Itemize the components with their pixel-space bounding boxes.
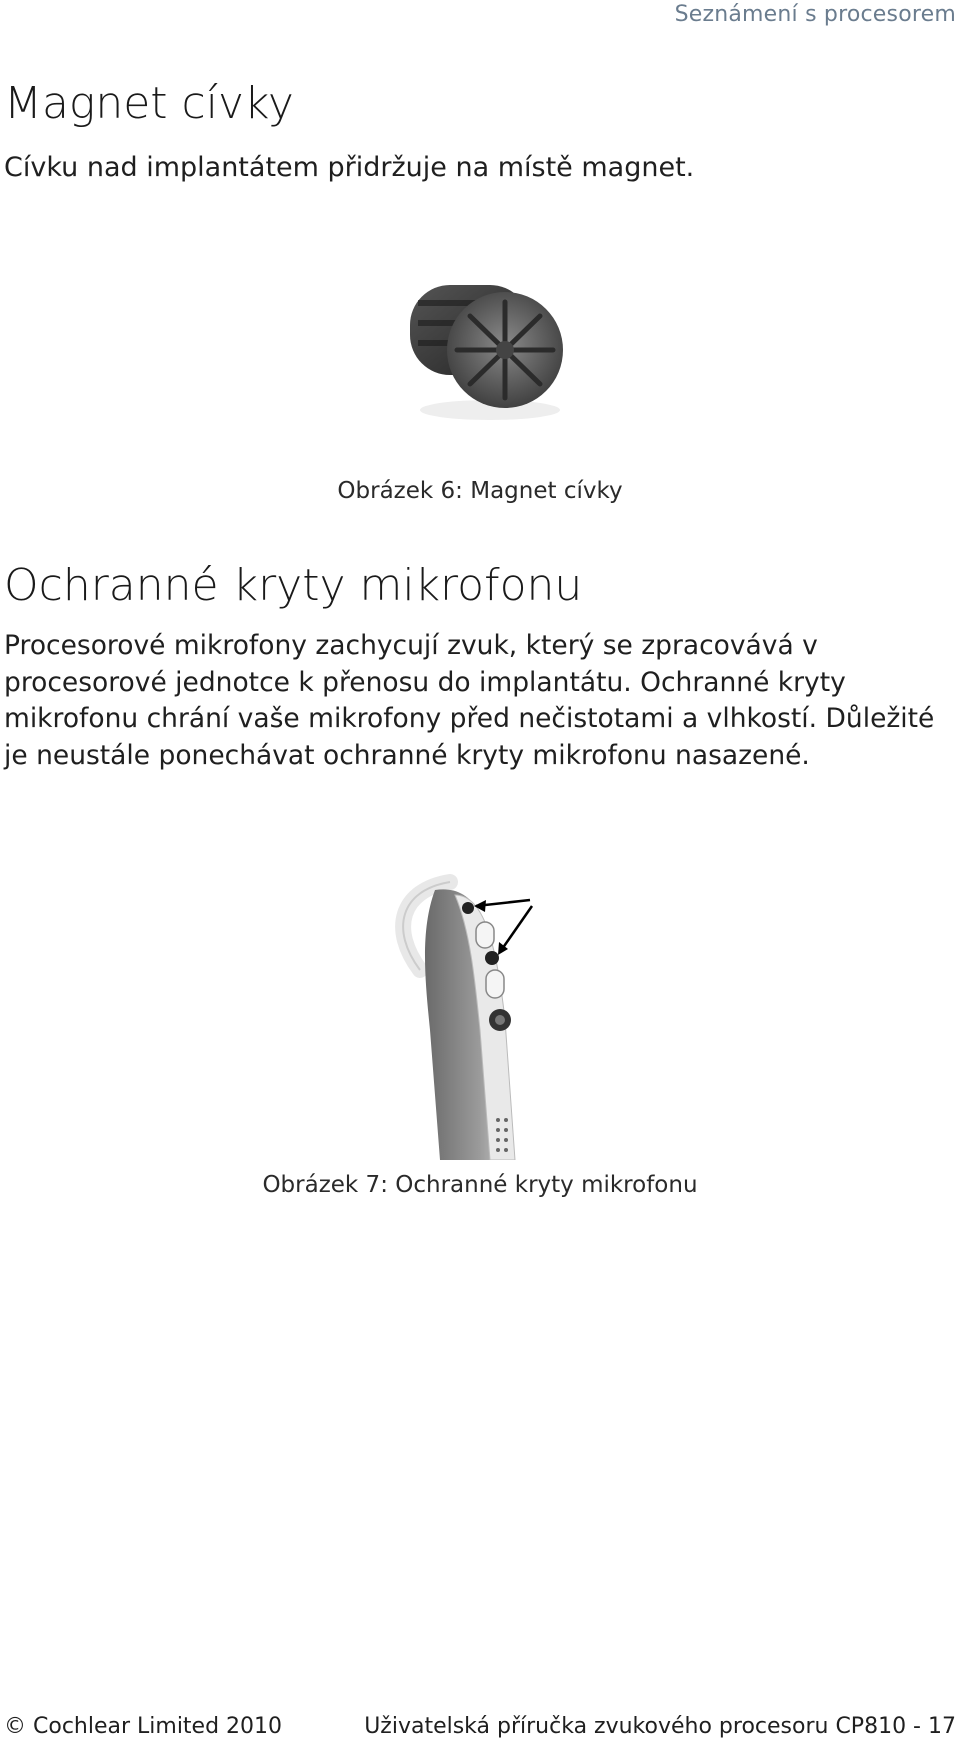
running-head: Seznámení s procesorem	[674, 2, 956, 27]
footer-page-info: Uživatelská příručka zvukového procesoru CP810 - 17	[364, 1714, 956, 1739]
section-title-coil-magnet: Magnet cívky	[4, 78, 294, 129]
coil-magnet-description: Cívku nad implantátem přidržuje na místě magnet.	[4, 152, 695, 183]
section-title-microphone-covers: Ochranné kryty mikrofonu	[4, 560, 583, 611]
microphone-covers-description: Procesorové mikrofony zachycují zvuk, který se zpracovává v procesorové jednotce k přenosu do implantátu. Ochranné kryty mikrofonu chrání vaše mikrofony před nečistotami a vlhkostí. Důležité je neustále ponechávat ochranné kryty mikrofonu nasazené.	[4, 630, 935, 771]
figure-6-caption: Obrázek 6: Magnet cívky	[337, 478, 623, 504]
figure-7-caption: Obrázek 7: Ochranné kryty mikrofonu	[262, 1172, 698, 1198]
coil-magnet-image	[380, 250, 600, 440]
processor-microphone-image	[380, 870, 570, 1160]
footer-copyright: © Cochlear Limited 2010	[4, 1714, 283, 1739]
